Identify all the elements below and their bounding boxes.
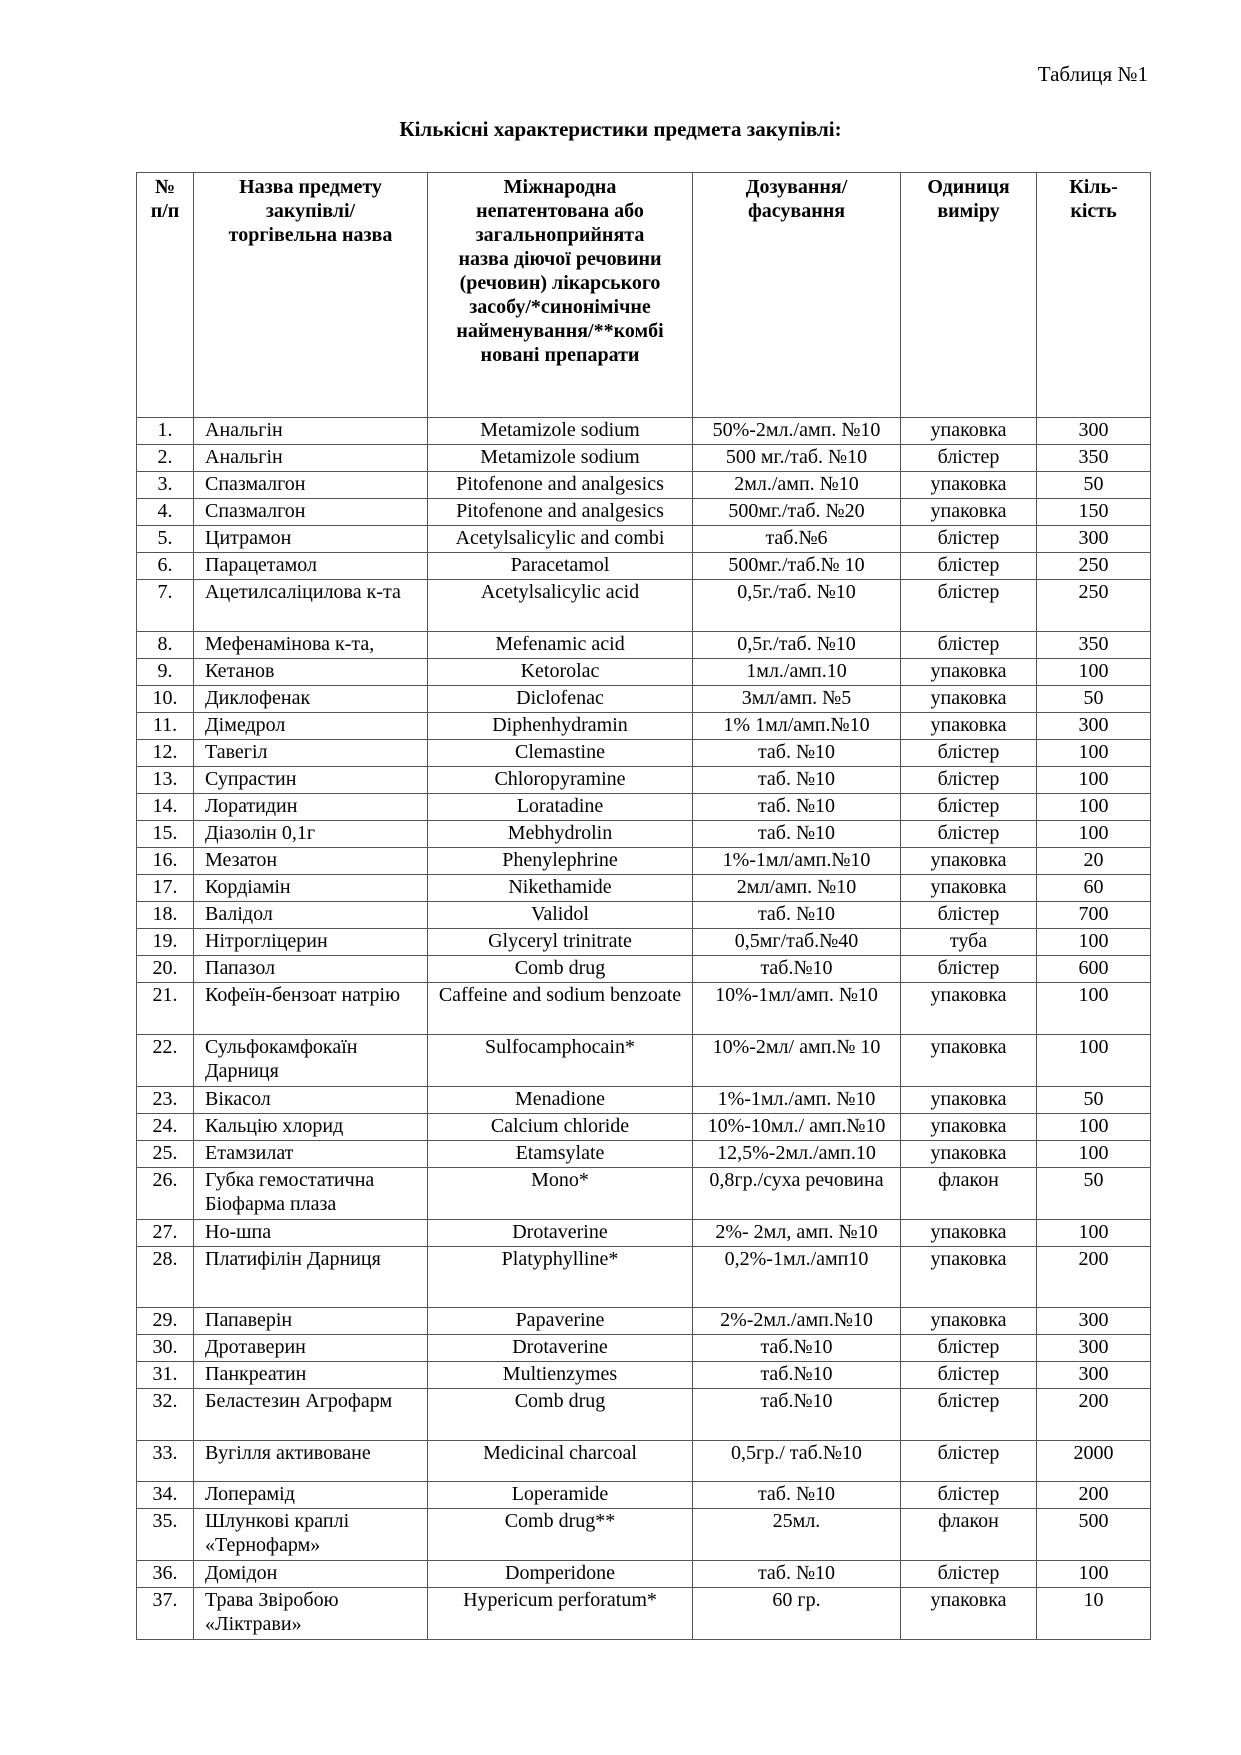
cell-name: Сульфокамфокаїн Дарниця bbox=[194, 1035, 428, 1087]
cell-qty: 200 bbox=[1037, 1247, 1151, 1308]
cell-unit: блістер bbox=[901, 794, 1037, 821]
cell-dose: 0,5г./таб. №10 bbox=[693, 580, 901, 632]
header-quantity bbox=[1037, 173, 1151, 418]
cell-unit: блістер bbox=[901, 445, 1037, 472]
table-row bbox=[137, 1114, 1151, 1141]
cell-dose: таб.№10 bbox=[693, 956, 901, 983]
header-line: п/п bbox=[150, 200, 180, 222]
cell-name: Диклофенак bbox=[194, 686, 428, 713]
cell-dose: таб. №10 bbox=[693, 902, 901, 929]
header-line: виміру bbox=[937, 200, 1000, 222]
cell-inn: Glyceryl trinitrate bbox=[428, 929, 693, 956]
cell-name: Губка гемостатична Біофарма плаза bbox=[194, 1168, 428, 1220]
cell-inn: Multienzymes bbox=[428, 1362, 693, 1389]
cell-num: 5. bbox=[137, 526, 194, 553]
cell-name: Етамзилат bbox=[194, 1141, 428, 1168]
cell-unit: блістер bbox=[901, 1561, 1037, 1588]
cell-num: 19. bbox=[137, 929, 194, 956]
cell-inn: Platyphylline* bbox=[428, 1247, 693, 1308]
cell-name: Кетанов bbox=[194, 659, 428, 686]
cell-qty: 350 bbox=[1037, 632, 1151, 659]
cell-inn: Chloropyramine bbox=[428, 767, 693, 794]
cell-qty: 100 bbox=[1037, 1141, 1151, 1168]
table-row bbox=[137, 1087, 1151, 1114]
cell-dose: 10%-2мл/ амп.№ 10 bbox=[693, 1035, 901, 1087]
cell-name: Діазолін 0,1г bbox=[194, 821, 428, 848]
cell-qty: 300 bbox=[1037, 526, 1151, 553]
table-row bbox=[137, 1141, 1151, 1168]
table-row bbox=[137, 1035, 1151, 1087]
cell-unit: упаковка bbox=[901, 983, 1037, 1035]
cell-inn: Metamizole sodium bbox=[428, 418, 693, 445]
table-row bbox=[137, 1389, 1151, 1441]
cell-inn: Validol bbox=[428, 902, 693, 929]
cell-inn: Diclofenac bbox=[428, 686, 693, 713]
cell-inn: Caffeine and sodium benzoate bbox=[428, 983, 693, 1035]
cell-inn: Mebhydrolin bbox=[428, 821, 693, 848]
cell-unit: упаковка bbox=[901, 848, 1037, 875]
table-number-label: Таблиця №1 bbox=[1037, 62, 1148, 86]
cell-num: 36. bbox=[137, 1561, 194, 1588]
cell-unit: блістер bbox=[901, 1335, 1037, 1362]
cell-inn: Phenylephrine bbox=[428, 848, 693, 875]
header-line: назва діючої речовини bbox=[458, 248, 662, 270]
cell-unit: упаковка bbox=[901, 472, 1037, 499]
cell-num: 32. bbox=[137, 1389, 194, 1441]
header-line: непатентована або bbox=[476, 200, 644, 222]
table-row bbox=[137, 472, 1151, 499]
cell-num: 35. bbox=[137, 1509, 194, 1561]
cell-qty: 300 bbox=[1037, 1362, 1151, 1389]
procurement-table bbox=[136, 172, 1151, 1640]
cell-num: 6. bbox=[137, 553, 194, 580]
cell-dose: таб. №10 bbox=[693, 767, 901, 794]
table-row bbox=[137, 821, 1151, 848]
cell-dose: 0,2%-1мл./амп10 bbox=[693, 1247, 901, 1308]
cell-name: Тавегіл bbox=[194, 740, 428, 767]
cell-name: Мефенамінова к-та, bbox=[194, 632, 428, 659]
cell-qty: 100 bbox=[1037, 1561, 1151, 1588]
cell-unit: упаковка bbox=[901, 1141, 1037, 1168]
cell-inn: Papaverine bbox=[428, 1308, 693, 1335]
cell-inn: Nikethamide bbox=[428, 875, 693, 902]
table-row bbox=[137, 848, 1151, 875]
cell-inn: Medicinal charcoal bbox=[428, 1441, 693, 1482]
cell-qty: 100 bbox=[1037, 821, 1151, 848]
cell-unit: блістер bbox=[901, 1482, 1037, 1509]
cell-inn: Drotaverine bbox=[428, 1220, 693, 1247]
cell-qty: 100 bbox=[1037, 983, 1151, 1035]
cell-qty: 250 bbox=[1037, 580, 1151, 632]
table-row bbox=[137, 632, 1151, 659]
cell-qty: 100 bbox=[1037, 929, 1151, 956]
cell-inn: Comb drug bbox=[428, 956, 693, 983]
cell-inn: Mono* bbox=[428, 1168, 693, 1220]
cell-unit: упаковка bbox=[901, 686, 1037, 713]
cell-dose: 2мл/амп. №10 bbox=[693, 875, 901, 902]
cell-name: Анальгін bbox=[194, 445, 428, 472]
cell-name: Спазмалгон bbox=[194, 499, 428, 526]
cell-inn: Acetylsalicylic and combi bbox=[428, 526, 693, 553]
cell-qty: 350 bbox=[1037, 445, 1151, 472]
header-dosage bbox=[693, 173, 901, 418]
header-line: (речовин) лікарського bbox=[459, 272, 661, 294]
cell-unit: блістер bbox=[901, 767, 1037, 794]
cell-dose: 3мл/амп. №5 bbox=[693, 686, 901, 713]
table-row bbox=[137, 686, 1151, 713]
cell-qty: 100 bbox=[1037, 767, 1151, 794]
cell-dose: 1%-1мл/амп.№10 bbox=[693, 848, 901, 875]
cell-num: 1. bbox=[137, 418, 194, 445]
cell-unit: упаковка bbox=[901, 499, 1037, 526]
cell-dose: 1%-1мл./амп. №10 bbox=[693, 1087, 901, 1114]
cell-name: Нітрогліцерин bbox=[194, 929, 428, 956]
cell-num: 34. bbox=[137, 1482, 194, 1509]
cell-inn: Loperamide bbox=[428, 1482, 693, 1509]
cell-dose: таб.№6 bbox=[693, 526, 901, 553]
cell-inn: Comb drug** bbox=[428, 1509, 693, 1561]
header-line: № bbox=[154, 176, 176, 198]
cell-name: Папаверін bbox=[194, 1308, 428, 1335]
table-row bbox=[137, 553, 1151, 580]
table-row bbox=[137, 983, 1151, 1035]
cell-qty: 50 bbox=[1037, 1168, 1151, 1220]
cell-unit: упаковка bbox=[901, 1247, 1037, 1308]
table-row bbox=[137, 767, 1151, 794]
cell-name: Парацетамол bbox=[194, 553, 428, 580]
cell-qty: 2000 bbox=[1037, 1441, 1151, 1482]
cell-qty: 150 bbox=[1037, 499, 1151, 526]
cell-unit: упаковка bbox=[901, 1588, 1037, 1640]
cell-inn: Metamizole sodium bbox=[428, 445, 693, 472]
cell-num: 7. bbox=[137, 580, 194, 632]
cell-num: 14. bbox=[137, 794, 194, 821]
cell-num: 28. bbox=[137, 1247, 194, 1308]
cell-inn: Loratadine bbox=[428, 794, 693, 821]
cell-unit: блістер bbox=[901, 526, 1037, 553]
table-row bbox=[137, 418, 1151, 445]
cell-dose: 25мл. bbox=[693, 1509, 901, 1561]
cell-qty: 200 bbox=[1037, 1389, 1151, 1441]
table-row bbox=[137, 1247, 1151, 1308]
cell-name: Валідол bbox=[194, 902, 428, 929]
cell-unit: упаковка bbox=[901, 659, 1037, 686]
cell-inn: Pitofenone and analgesics bbox=[428, 472, 693, 499]
cell-num: 13. bbox=[137, 767, 194, 794]
cell-dose: 500 мг./таб. №10 bbox=[693, 445, 901, 472]
cell-dose: таб.№10 bbox=[693, 1389, 901, 1441]
cell-name: Кальцію хлорид bbox=[194, 1114, 428, 1141]
table-row bbox=[137, 713, 1151, 740]
cell-unit: упаковка bbox=[901, 418, 1037, 445]
cell-dose: 2мл./амп. №10 bbox=[693, 472, 901, 499]
cell-name: Мезатон bbox=[194, 848, 428, 875]
cell-dose: 1% 1мл/амп.№10 bbox=[693, 713, 901, 740]
cell-num: 31. bbox=[137, 1362, 194, 1389]
cell-num: 4. bbox=[137, 499, 194, 526]
cell-unit: упаковка bbox=[901, 1035, 1037, 1087]
header-line: Дозування/ bbox=[745, 176, 848, 198]
cell-name: Лоперамід bbox=[194, 1482, 428, 1509]
cell-num: 27. bbox=[137, 1220, 194, 1247]
header-name bbox=[194, 173, 428, 418]
cell-unit: блістер bbox=[901, 821, 1037, 848]
cell-unit: блістер bbox=[901, 1389, 1037, 1441]
cell-inn: Diphenhydramin bbox=[428, 713, 693, 740]
cell-dose: 0,5мг/таб.№40 bbox=[693, 929, 901, 956]
table-row bbox=[137, 659, 1151, 686]
table-row bbox=[137, 445, 1151, 472]
cell-dose: 1мл./амп.10 bbox=[693, 659, 901, 686]
cell-qty: 250 bbox=[1037, 553, 1151, 580]
cell-qty: 200 bbox=[1037, 1482, 1151, 1509]
cell-unit: блістер bbox=[901, 632, 1037, 659]
cell-qty: 60 bbox=[1037, 875, 1151, 902]
cell-unit: флакон bbox=[901, 1168, 1037, 1220]
cell-dose: таб. №10 bbox=[693, 1561, 901, 1588]
cell-qty: 20 bbox=[1037, 848, 1151, 875]
cell-name: Панкреатин bbox=[194, 1362, 428, 1389]
header-line: кість bbox=[1070, 200, 1117, 222]
cell-qty: 100 bbox=[1037, 740, 1151, 767]
table-row bbox=[137, 1168, 1151, 1220]
header-line: Кіль- bbox=[1069, 176, 1118, 198]
cell-dose: 50%-2мл./амп. №10 bbox=[693, 418, 901, 445]
cell-name: Кордіамін bbox=[194, 875, 428, 902]
table-row bbox=[137, 1335, 1151, 1362]
cell-dose: таб. №10 bbox=[693, 740, 901, 767]
header-line: Назва предмету bbox=[239, 176, 382, 198]
cell-num: 10. bbox=[137, 686, 194, 713]
table-row bbox=[137, 1308, 1151, 1335]
cell-name: Цитрамон bbox=[194, 526, 428, 553]
cell-unit: блістер bbox=[901, 1441, 1037, 1482]
cell-inn: Domperidone bbox=[428, 1561, 693, 1588]
cell-name: Анальгін bbox=[194, 418, 428, 445]
cell-inn: Etamsylate bbox=[428, 1141, 693, 1168]
cell-dose: 10%-1мл/амп. №10 bbox=[693, 983, 901, 1035]
cell-inn: Ketorolac bbox=[428, 659, 693, 686]
table-row bbox=[137, 580, 1151, 632]
cell-name: Спазмалгон bbox=[194, 472, 428, 499]
cell-num: 12. bbox=[137, 740, 194, 767]
cell-inn: Clemastine bbox=[428, 740, 693, 767]
cell-num: 25. bbox=[137, 1141, 194, 1168]
cell-name: Дімедрол bbox=[194, 713, 428, 740]
table-row bbox=[137, 1441, 1151, 1482]
cell-name: Дротаверин bbox=[194, 1335, 428, 1362]
cell-inn: Calcium chloride bbox=[428, 1114, 693, 1141]
cell-dose: 500мг./таб. №20 bbox=[693, 499, 901, 526]
cell-name: Вугілля активоване bbox=[194, 1441, 428, 1482]
cell-num: 21. bbox=[137, 983, 194, 1035]
cell-unit: упаковка bbox=[901, 713, 1037, 740]
cell-name: Шлункові краплі «Тернофарм» bbox=[194, 1509, 428, 1561]
cell-dose: таб. №10 bbox=[693, 1482, 901, 1509]
cell-num: 33. bbox=[137, 1441, 194, 1482]
header-line: найменування/**комбі bbox=[456, 320, 664, 342]
cell-name: Вікасол bbox=[194, 1087, 428, 1114]
header-line: закупівлі/ bbox=[265, 200, 356, 222]
cell-qty: 100 bbox=[1037, 659, 1151, 686]
cell-unit: блістер bbox=[901, 956, 1037, 983]
cell-unit: блістер bbox=[901, 1362, 1037, 1389]
cell-dose: таб. №10 bbox=[693, 821, 901, 848]
cell-num: 17. bbox=[137, 875, 194, 902]
header-line: Міжнародна bbox=[503, 176, 617, 198]
cell-num: 15. bbox=[137, 821, 194, 848]
cell-dose: 2%-2мл./амп.№10 bbox=[693, 1308, 901, 1335]
cell-unit: упаковка bbox=[901, 875, 1037, 902]
cell-name: Кофеїн-бензоат натрію bbox=[194, 983, 428, 1035]
cell-inn: Comb drug bbox=[428, 1389, 693, 1441]
table-row bbox=[137, 1482, 1151, 1509]
header-line: новані препарати bbox=[480, 344, 640, 366]
cell-qty: 300 bbox=[1037, 1308, 1151, 1335]
cell-unit: блістер bbox=[901, 553, 1037, 580]
cell-dose: 10%-10мл./ амп.№10 bbox=[693, 1114, 901, 1141]
cell-unit: флакон bbox=[901, 1509, 1037, 1561]
cell-num: 18. bbox=[137, 902, 194, 929]
cell-num: 26. bbox=[137, 1168, 194, 1220]
cell-num: 16. bbox=[137, 848, 194, 875]
cell-dose: 2%- 2мл, амп. №10 bbox=[693, 1220, 901, 1247]
cell-name: Домідон bbox=[194, 1561, 428, 1588]
cell-inn: Hypericum perforatum* bbox=[428, 1588, 693, 1640]
table-row bbox=[137, 794, 1151, 821]
cell-unit: блістер bbox=[901, 740, 1037, 767]
cell-num: 23. bbox=[137, 1087, 194, 1114]
cell-num: 2. bbox=[137, 445, 194, 472]
cell-num: 22. bbox=[137, 1035, 194, 1087]
table-row bbox=[137, 902, 1151, 929]
header-inn bbox=[428, 173, 693, 418]
cell-unit: блістер bbox=[901, 580, 1037, 632]
header-line: загальноприйнята bbox=[475, 224, 645, 246]
table-row bbox=[137, 956, 1151, 983]
cell-dose: таб.№10 bbox=[693, 1362, 901, 1389]
cell-num: 24. bbox=[137, 1114, 194, 1141]
cell-inn: Drotaverine bbox=[428, 1335, 693, 1362]
cell-name: Трава Звіробою «Ліктрави» bbox=[194, 1588, 428, 1640]
cell-dose: 60 гр. bbox=[693, 1588, 901, 1640]
table-header-row bbox=[137, 173, 1151, 418]
cell-qty: 50 bbox=[1037, 1087, 1151, 1114]
cell-inn: Sulfocamphocain* bbox=[428, 1035, 693, 1087]
cell-qty: 50 bbox=[1037, 472, 1151, 499]
cell-inn: Pitofenone and analgesics bbox=[428, 499, 693, 526]
cell-unit: упаковка bbox=[901, 1220, 1037, 1247]
cell-unit: блістер bbox=[901, 902, 1037, 929]
header-line: торгівельна назва bbox=[228, 224, 393, 246]
cell-unit: упаковка bbox=[901, 1114, 1037, 1141]
cell-inn: Menadione bbox=[428, 1087, 693, 1114]
cell-num: 37. bbox=[137, 1588, 194, 1640]
cell-name: Но-шпа bbox=[194, 1220, 428, 1247]
cell-unit: упаковка bbox=[901, 1087, 1037, 1114]
cell-qty: 500 bbox=[1037, 1509, 1151, 1561]
cell-dose: таб.№10 bbox=[693, 1335, 901, 1362]
cell-name: Платифілін Дарниця bbox=[194, 1247, 428, 1308]
cell-dose: 0,5гр./ таб.№10 bbox=[693, 1441, 901, 1482]
table-row bbox=[137, 875, 1151, 902]
cell-qty: 100 bbox=[1037, 1220, 1151, 1247]
table-row bbox=[137, 499, 1151, 526]
table-row bbox=[137, 740, 1151, 767]
table-row bbox=[137, 1561, 1151, 1588]
cell-name: Папазол bbox=[194, 956, 428, 983]
cell-dose: 500мг./таб.№ 10 bbox=[693, 553, 901, 580]
cell-inn: Paracetamol bbox=[428, 553, 693, 580]
cell-qty: 50 bbox=[1037, 686, 1151, 713]
cell-unit: упаковка bbox=[901, 1308, 1037, 1335]
cell-name: Лоратидин bbox=[194, 794, 428, 821]
cell-qty: 600 bbox=[1037, 956, 1151, 983]
cell-num: 3. bbox=[137, 472, 194, 499]
table-row bbox=[137, 929, 1151, 956]
cell-dose: таб. №10 bbox=[693, 794, 901, 821]
cell-qty: 100 bbox=[1037, 794, 1151, 821]
cell-qty: 300 bbox=[1037, 713, 1151, 740]
cell-num: 30. bbox=[137, 1335, 194, 1362]
cell-dose: 0,8гр./суха речовина bbox=[693, 1168, 901, 1220]
header-line: Одиниця bbox=[927, 176, 1010, 198]
cell-qty: 300 bbox=[1037, 418, 1151, 445]
cell-num: 8. bbox=[137, 632, 194, 659]
cell-name: Ацетилсаліцилова к-та bbox=[194, 580, 428, 632]
table-row bbox=[137, 1588, 1151, 1640]
cell-inn: Acetylsalicylic acid bbox=[428, 580, 693, 632]
table-row bbox=[137, 1509, 1151, 1561]
header-line: засобу/*синонімічне bbox=[469, 296, 651, 318]
cell-num: 20. bbox=[137, 956, 194, 983]
cell-inn: Mefenamic acid bbox=[428, 632, 693, 659]
cell-num: 11. bbox=[137, 713, 194, 740]
cell-qty: 300 bbox=[1037, 1335, 1151, 1362]
cell-unit: туба bbox=[901, 929, 1037, 956]
cell-num: 29. bbox=[137, 1308, 194, 1335]
cell-num: 9. bbox=[137, 659, 194, 686]
cell-qty: 100 bbox=[1037, 1114, 1151, 1141]
cell-dose: 0,5г./таб. №10 bbox=[693, 632, 901, 659]
table-row bbox=[137, 1220, 1151, 1247]
header-number bbox=[137, 173, 194, 418]
cell-name: Супрастин bbox=[194, 767, 428, 794]
page-title: Кількісні характеристики предмета закупівлі: bbox=[399, 117, 842, 141]
cell-name: Беластезин Агрофарм bbox=[194, 1389, 428, 1441]
cell-qty: 100 bbox=[1037, 1035, 1151, 1087]
table-row bbox=[137, 526, 1151, 553]
cell-qty: 700 bbox=[1037, 902, 1151, 929]
table-row bbox=[137, 1362, 1151, 1389]
cell-dose: 12,5%-2мл./амп.10 bbox=[693, 1141, 901, 1168]
header-line: фасування bbox=[747, 200, 846, 222]
cell-qty: 10 bbox=[1037, 1588, 1151, 1640]
header-unit bbox=[901, 173, 1037, 418]
